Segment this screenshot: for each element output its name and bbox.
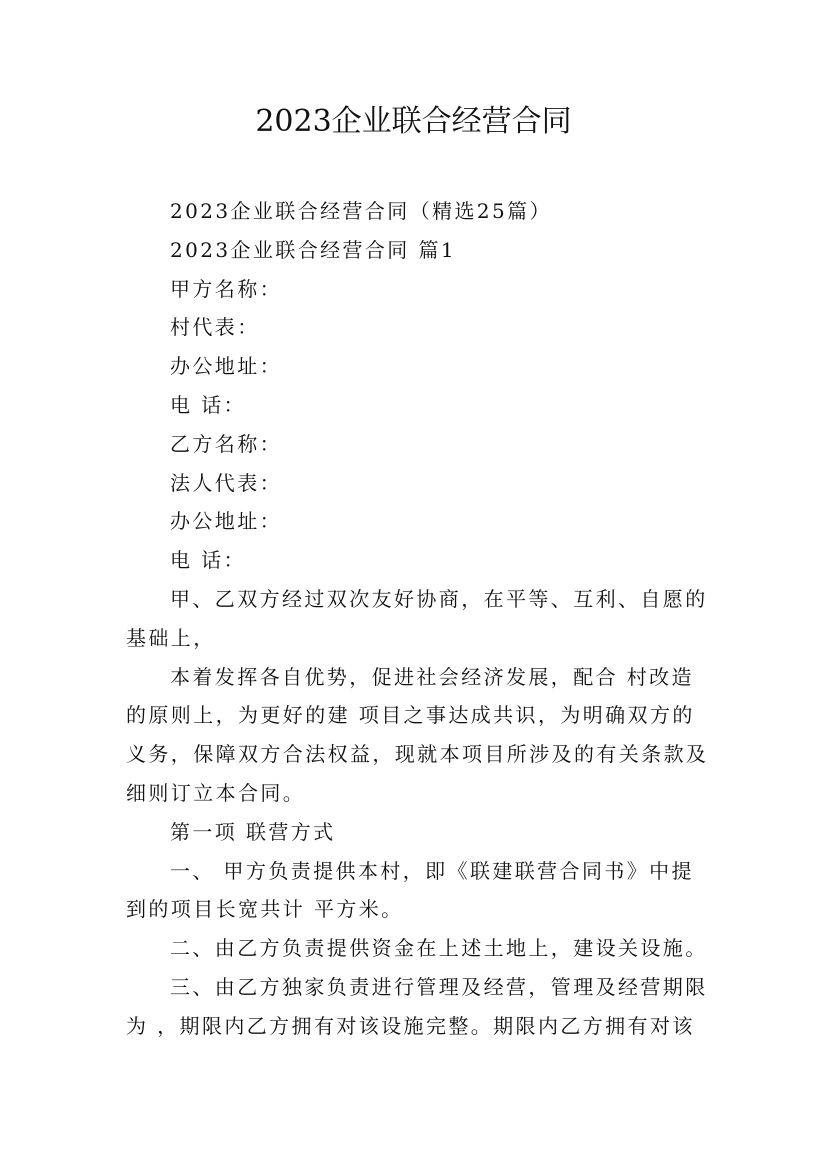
party-b-address-field: 办公地址： — [170, 509, 282, 534]
document-title: 2023企业联合经营合同 — [255, 104, 572, 139]
party-b-name-field: 乙方名称： — [170, 431, 282, 456]
paragraph-line: 为 ，期限内乙方拥有对该设施完整。期限内乙方拥有对该 — [126, 1013, 695, 1038]
paragraph-line: 义务，保障双方合法权益，现就本项目所涉及的有关条款及 — [126, 742, 709, 767]
paragraph-line: 一、 甲方负责提供本村，即《联建联营合同书》中提 — [170, 858, 694, 883]
paragraph-line: 二、由乙方负责提供资金在上述土地上，建设关设施。 — [170, 936, 708, 961]
paragraph-line: 的原则上，为更好的建 项目之事达成共识，为明确双方的 — [126, 703, 695, 728]
document-body — [126, 192, 709, 1046]
paragraph-line: 基础上， — [126, 625, 216, 650]
party-a-phone-field: 电 话： — [170, 392, 246, 417]
legal-representative-field: 法人代表： — [170, 470, 282, 495]
subtitle-line: 2023企业联合经营合同（精选25篇） — [170, 199, 552, 223]
paragraph-line: 细则订立本合同。 — [126, 780, 306, 805]
party-b-phone-field: 电 话： — [170, 548, 246, 573]
village-representative-field: 村代表： — [170, 315, 260, 340]
party-a-name-field: 甲方名称： — [170, 276, 282, 301]
party-a-address-field: 办公地址： — [170, 354, 282, 379]
paragraph-line: 到的项目长宽共计 平方米。 — [126, 897, 404, 922]
paragraph-line: 甲、乙双方经过双次友好协商，在平等、互利、自愿的 — [170, 586, 708, 611]
paragraph-line: 本着发挥各自优势，促进社会经济发展，配合 村改造 — [170, 664, 694, 689]
paragraph-line: 三、由乙方独家负责进行管理及经营，管理及经营期限 — [170, 974, 708, 999]
article-heading: 第一项 联营方式 — [170, 819, 336, 844]
section-heading: 2023企业联合经营合同 篇1 — [170, 237, 456, 262]
